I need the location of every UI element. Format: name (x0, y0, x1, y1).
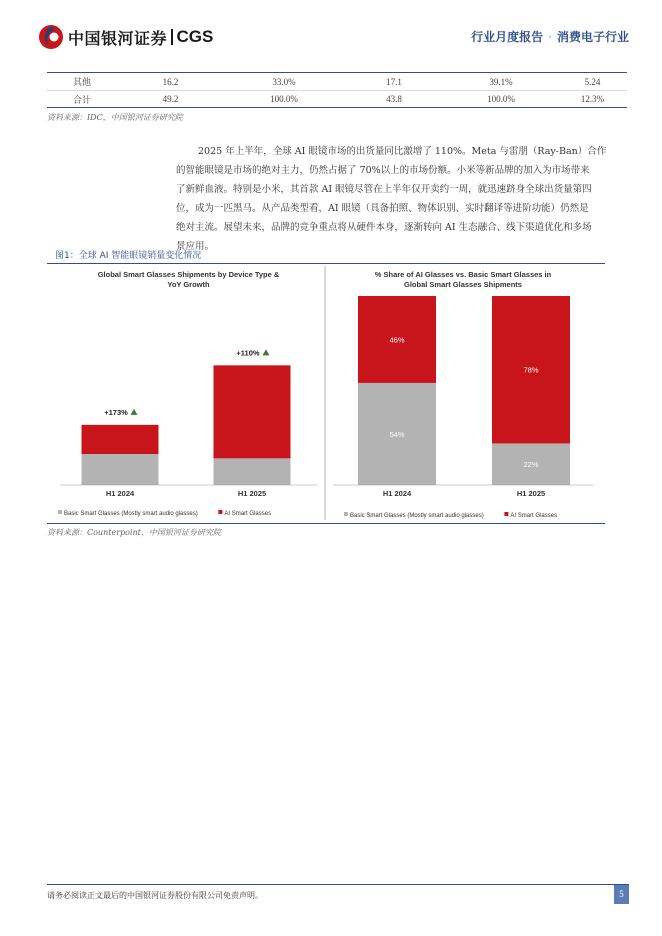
footer-disclaimer: 请务必阅读正文最后的中国银河证券股份有限公司免责声明。 (47, 891, 263, 900)
table-cell: 16.2 (162, 76, 179, 87)
chart-title: YoY Growth (167, 280, 210, 289)
cgs-logo (38, 24, 213, 50)
paragraph-line: 2025 年上半年，全球 AI 眼镜市场的出货量同比激增了 110%。Meta 与雷朋（Ray-Ban）合作 (198, 146, 607, 157)
chart-title: % Share of AI Glasses vs. Basic Smart Glasses in (374, 270, 552, 279)
table-row (47, 90, 627, 107)
bar-segment (214, 458, 291, 485)
table-cell: 17.1 (386, 76, 402, 87)
data-label: 78% (523, 365, 539, 375)
table-cell: 100.0% (487, 94, 515, 104)
share-chart-panel (328, 266, 598, 520)
shipment-table (47, 72, 627, 108)
table-cell: 100.0% (270, 94, 298, 104)
page-number: 5 (614, 885, 629, 904)
legend-label: Basic Smart Glasses (Mostly smart audio glasses) (64, 511, 198, 517)
table-cell: 43.8 (386, 94, 402, 104)
industry-name: 消费电子行业 (556, 30, 629, 44)
figure-rule-bottom (47, 523, 605, 524)
x-tick-label: H1 2025 (237, 489, 267, 498)
cgs-logo-icon (38, 24, 64, 50)
logo-text-en: CGS (176, 27, 214, 46)
chart-divider (324, 266, 326, 520)
bar-segment (82, 454, 159, 485)
shipments-chart (55, 266, 322, 520)
x-tick-label: H1 2024 (105, 489, 135, 498)
bar-segment (214, 365, 291, 458)
legend-label: Basic Smart Glasses (Mostly smart audio glasses) (350, 513, 484, 519)
up-triangle-icon (263, 349, 270, 355)
x-tick-label: H1 2024 (382, 489, 412, 498)
table-cell: 39.1% (489, 76, 513, 87)
share-chart (328, 266, 598, 520)
legend-swatch (58, 510, 62, 514)
growth-annotation: +173% (104, 407, 128, 417)
paragraph-line: 的智能眼镜是市场的绝对主力，仍然占据了 70%以上的市场份额。小米等新品牌的加入为市场带来 (176, 165, 590, 176)
paragraph-line: 位，成为一匹黑马。从产品类型看，AI 眼镜（具备拍照、物体识别、实时翻译等进阶功能）仍然是 (176, 203, 589, 214)
title-separator: · (548, 30, 552, 44)
data-label: 46% (389, 335, 405, 345)
table-cell: 49.2 (162, 94, 179, 104)
report-title (471, 28, 629, 45)
legend-label: AI Smart Glasses (224, 511, 272, 517)
footer-rule (47, 884, 629, 885)
bar-segment (82, 425, 159, 454)
growth-annotation: +110% (236, 348, 260, 358)
data-label: 54% (389, 429, 405, 439)
up-triangle-icon (131, 409, 138, 415)
data-label: 22% (523, 460, 539, 470)
logo-text-cn: 中国银河证券 (68, 28, 168, 48)
logo-separator (171, 29, 173, 45)
table-cell: 12.3% (580, 94, 605, 104)
paragraph-line: 绝对主流。展望未来，品牌的竞争重点将从硬件本身，逐渐转向 AI 生态融合、线下渠道优化和多场 (176, 222, 592, 233)
page-header (0, 0, 662, 70)
legend-swatch (218, 510, 222, 514)
chart-title: Global Smart Glasses Shipments by Device Type & (97, 270, 280, 279)
shipments-chart-panel (55, 266, 322, 520)
table-row (47, 73, 627, 90)
figure-title: 图1：全球 AI 智能眼镜销量变化情况 (55, 251, 202, 261)
table-source: 资料来源：IDC，中国银河证券研究院 (47, 113, 183, 122)
table-cell: 其他 (72, 77, 91, 87)
table-cell: 33.0% (272, 76, 296, 87)
legend-label: AI Smart Glasses (510, 513, 558, 519)
paragraph-line: 了新鲜血液。特别是小米，其首款 AI 眼镜尽管在上半年仅开卖约一周，就迅速跻身全球出货量第四 (176, 184, 592, 195)
figure-source: 资料来源：Counterpoint，中国银河证券研究院 (47, 528, 221, 537)
legend-swatch (344, 512, 348, 516)
table-cell: 合计 (72, 94, 91, 105)
figure-rule-top (47, 263, 605, 264)
report-type: 行业月度报告 (471, 30, 544, 44)
paragraph-line: 景应用。 (176, 241, 215, 252)
chart-title: Global Smart Glasses Shipments (404, 280, 522, 289)
legend-swatch (504, 512, 508, 516)
body-paragraph (176, 142, 630, 256)
x-tick-label: H1 2025 (516, 489, 546, 498)
table-cell: 5.24 (584, 76, 601, 87)
